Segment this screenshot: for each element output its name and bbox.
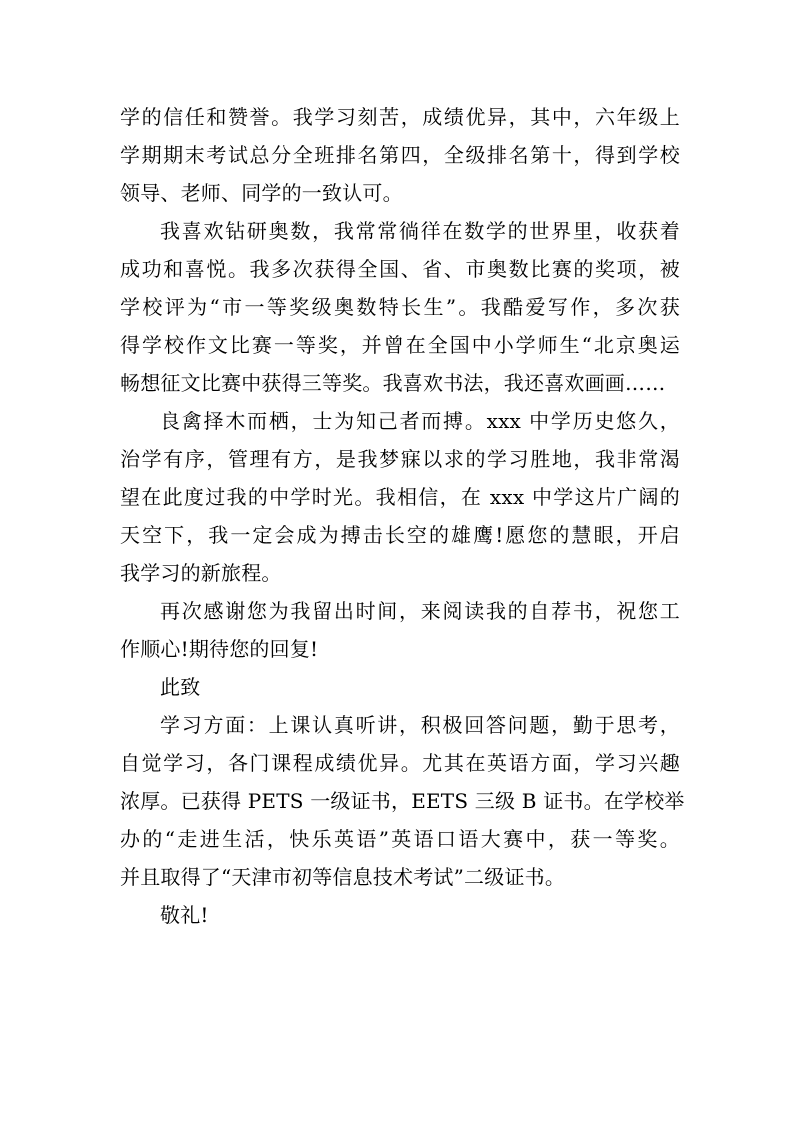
text-line: 望在此度过我的中学时光。我相信，在 xxx 中学这片广阔的 [120,485,680,509]
text-line: 学习方面：上课认真听讲，积极回答问题，勤于思考， [160,713,680,737]
text-line: 并且取得了“天津市初等信息技术考试”二级证书。 [120,865,566,889]
text-line: 良禽择木而栖，士为知己者而搏。xxx 中学历史悠久， [160,409,680,433]
text-line: 再次感谢您为我留出时间，来阅读我的自荐书，祝您工 [160,599,680,623]
text-line: 学的信任和赞誉。我学习刻苦，成绩优异，其中，六年级上 [120,105,680,129]
text-line: 畅想征文比赛中获得三等奖。我喜欢书法，我还喜欢画画…… [120,371,666,395]
text-line: 得学校作文比赛一等奖，并曾在全国中小学师生“北京奥运 [120,333,680,357]
text-line: 领导、老师、同学的一致认可。 [120,181,403,205]
text-line: 我学习的新旅程。 [120,561,282,585]
text-line: 作顺心!期待您的回复! [120,637,319,661]
salutation: 敬礼! [160,903,209,927]
text-line: 办的“走进生活，快乐英语”英语口语大赛中，获一等奖。 [120,827,680,851]
text-line: 学期期末考试总分全班排名第四，全级排名第十，得到学校 [120,143,680,167]
closing-phrase: 此致 [160,675,201,699]
text-line: 浓厚。已获得 PETS 一级证书，EETS 三级 B 证书。在学校举 [120,789,685,813]
text-line: 成功和喜悦。我多次获得全国、省、市奥数比赛的奖项，被 [120,257,680,281]
text-line: 学校评为“市一等奖级奥数特长生”。我酷爱写作，多次获 [120,295,680,319]
text-line: 自觉学习，各门课程成绩优异。尤其在英语方面，学习兴趣 [120,751,680,775]
text-line: 我喜欢钻研奥数，我常常徜徉在数学的世界里，收获着 [160,219,680,243]
text-line: 天空下，我一定会成为搏击长空的雄鹰!愿您的慧眼，开启 [120,523,680,547]
letter-body [120,98,685,934]
text-line: 治学有序，管理有方，是我梦寐以求的学习胜地，我非常渴 [120,447,680,471]
